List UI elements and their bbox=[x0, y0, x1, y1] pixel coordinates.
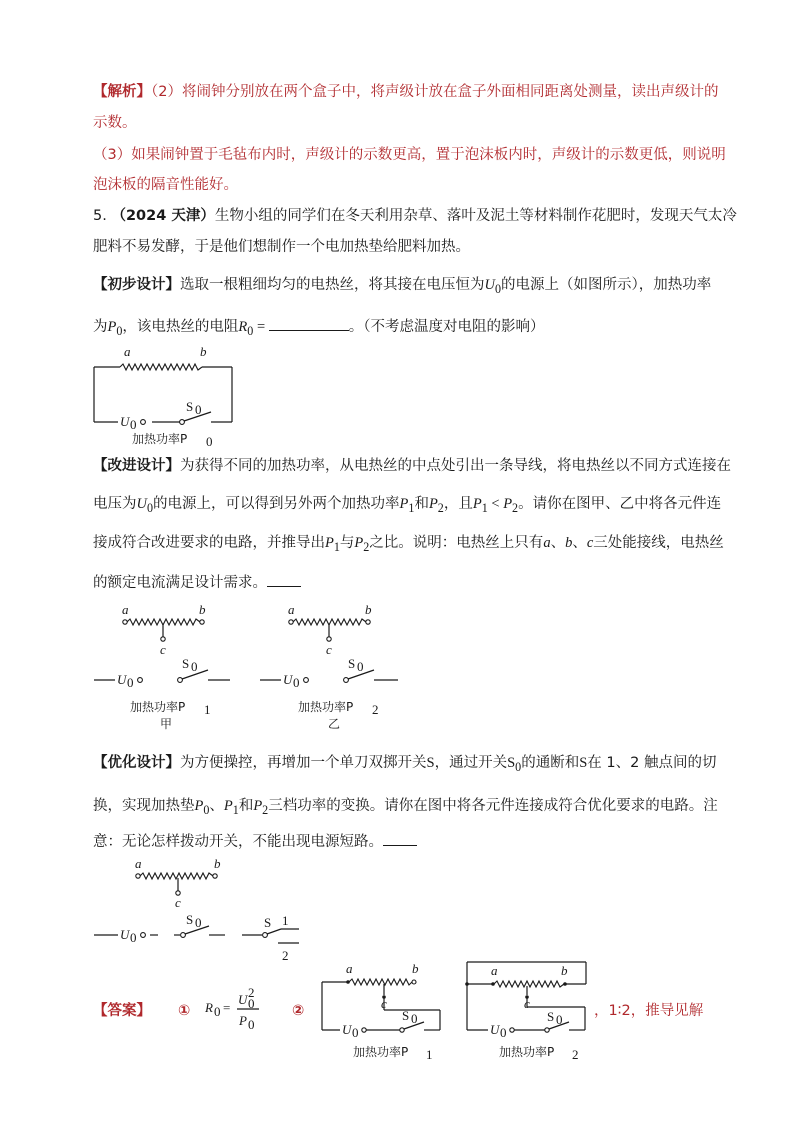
source-terminal bbox=[141, 420, 146, 425]
label-b: b bbox=[214, 856, 221, 871]
terminal-c bbox=[327, 637, 331, 641]
sym-sub: 0 bbox=[116, 323, 123, 338]
formula-eq: = bbox=[223, 1000, 231, 1015]
optimized-circuit-figure bbox=[92, 855, 322, 970]
answer-blank-3[interactable] bbox=[383, 831, 417, 846]
initial-design-line-2 bbox=[93, 316, 545, 341]
optimized-text-1d: 在 1、2 触点间的切 bbox=[587, 755, 717, 771]
sym-sub: 0 bbox=[494, 281, 502, 296]
source-terminal bbox=[138, 678, 143, 683]
initial-circuit-figure bbox=[90, 345, 250, 455]
formula-sub: 0 bbox=[214, 1004, 221, 1019]
formula-u: U bbox=[238, 992, 248, 1007]
sym-sub: 0 bbox=[515, 759, 522, 774]
sym-sep: 、 bbox=[209, 798, 224, 814]
label-a: a bbox=[288, 602, 295, 617]
label-sub: 0 bbox=[357, 659, 364, 674]
sym-sep: 、 bbox=[572, 535, 587, 551]
improved-text-3b: 与 bbox=[339, 535, 355, 551]
label-sub: 0 bbox=[206, 434, 213, 449]
sym-sub: 1 bbox=[481, 500, 488, 515]
sym-c: c bbox=[586, 535, 594, 551]
formula-sub: 0 bbox=[248, 996, 255, 1011]
label-s0: S bbox=[348, 656, 356, 671]
initial-text-e: 。（不考虑温度对电阻的影响） bbox=[348, 319, 545, 335]
answer-blank-1[interactable] bbox=[269, 316, 349, 331]
improved-text-4: 的额定电流满足设计需求。 bbox=[93, 575, 267, 591]
sym-u0: U bbox=[484, 277, 495, 293]
answer-formula bbox=[205, 985, 265, 1036]
caption-yi: 乙 bbox=[328, 717, 341, 731]
initial-text-c: 为 bbox=[93, 319, 108, 335]
terminal-a bbox=[123, 620, 127, 624]
analysis-line-2: 示数。 bbox=[93, 115, 137, 131]
switch-terminal bbox=[178, 678, 183, 683]
label-s: S bbox=[264, 915, 272, 930]
sym-sub: 0 bbox=[247, 323, 254, 338]
circuit-figure-jia bbox=[92, 600, 242, 735]
label-c: c bbox=[381, 996, 387, 1011]
question-stem-line-1 bbox=[93, 206, 737, 226]
label-sub: 0 bbox=[195, 402, 202, 417]
optimized-text-2b: 三档功率的变换。请你在图中将各元件连接成符合优化要求的电路。注 bbox=[268, 798, 718, 814]
sym-p1: P bbox=[223, 798, 233, 814]
label-b: b bbox=[412, 961, 419, 976]
sym-s0: S bbox=[507, 755, 516, 771]
analysis-tag: 【解析】 bbox=[93, 84, 151, 100]
switch-terminal bbox=[344, 678, 349, 683]
label-sub: 0 bbox=[411, 1011, 418, 1026]
heating-wire-resistor bbox=[494, 981, 564, 987]
heating-wire-resistor bbox=[140, 873, 213, 879]
sym-p1: P bbox=[399, 496, 409, 512]
label-b: b bbox=[199, 602, 206, 617]
sym-p1b: P bbox=[472, 496, 482, 512]
label-c: c bbox=[326, 642, 332, 657]
label-sub: 0 bbox=[556, 1012, 563, 1027]
label-s0: S bbox=[182, 656, 190, 671]
formula-sub: 0 bbox=[248, 1017, 255, 1032]
sym-sub: 1 bbox=[333, 539, 340, 554]
optimized-line-2: 换，实现加热垫$P_0$、$P_1$和$P_2$三档功率的变换。请你在图中将各元件连接成符合优化要求的电路。注 bbox=[93, 798, 718, 817]
sym-s: S bbox=[426, 755, 435, 771]
question-number: 5. bbox=[93, 208, 107, 224]
sym-sub: 0 bbox=[203, 802, 210, 817]
label-a: a bbox=[135, 856, 142, 871]
label-b: b bbox=[200, 344, 207, 359]
heating-wire-resistor bbox=[349, 979, 412, 985]
label-s0: S bbox=[547, 1009, 555, 1024]
sym-p0: P bbox=[194, 798, 204, 814]
source-terminal bbox=[141, 933, 146, 938]
optimized-text-2a: 换，实现加热垫 bbox=[93, 798, 195, 814]
label-a: a bbox=[346, 961, 353, 976]
sym-a: a bbox=[543, 535, 551, 551]
sym-sub: 0 bbox=[146, 500, 154, 515]
initial-text-a: 选取一根粗细均匀的电热丝，将其接在电压恒为 bbox=[180, 277, 485, 293]
optimized-line-1 bbox=[93, 753, 716, 777]
sym-sub: 1 bbox=[232, 802, 239, 817]
initial-design-line-1 bbox=[93, 275, 711, 299]
switch-s0-terminal bbox=[181, 933, 186, 938]
sym-sub: 2 bbox=[512, 500, 519, 515]
analysis-line-1 bbox=[93, 82, 718, 102]
improved-text-3a: 接成符合改进要求的电路，并推导出 bbox=[93, 535, 325, 551]
formula-p: P bbox=[239, 1013, 247, 1028]
caption-p2: 加热功率P bbox=[499, 1045, 555, 1059]
label-sub: 0 bbox=[127, 675, 134, 690]
label-contact-1: 1 bbox=[282, 913, 289, 928]
label-s0: S bbox=[186, 399, 194, 414]
label-s0: S bbox=[186, 912, 194, 927]
label-sub: 0 bbox=[130, 930, 137, 945]
label-sub: 1 bbox=[426, 1047, 433, 1062]
improved-text-3c: 之比。说明：电热丝上只有 bbox=[369, 535, 544, 551]
improved-text-3d: 三处能接线，电热丝 bbox=[593, 535, 724, 551]
improved-line-3 bbox=[93, 533, 724, 557]
improved-text-2e: 。请你在图甲、乙中将各元件连 bbox=[518, 496, 722, 512]
answer-blank-2[interactable] bbox=[267, 572, 301, 587]
label-a: a bbox=[491, 963, 498, 978]
label-u0: U bbox=[490, 1022, 500, 1037]
optimized-line-3 bbox=[93, 831, 417, 852]
answer-tag: 【答案】 bbox=[93, 1003, 151, 1019]
caption-p0: 加热功率P bbox=[132, 432, 188, 446]
label-u0: U bbox=[117, 672, 127, 687]
sym-p2b: P bbox=[503, 496, 513, 512]
improved-design-tag: 【改进设计】 bbox=[93, 458, 180, 474]
improved-line-2 bbox=[93, 494, 721, 518]
sym-r0: R bbox=[238, 319, 248, 335]
sym-s-b: S bbox=[579, 755, 588, 771]
sym-b: b bbox=[565, 535, 573, 551]
question-stem: 生物小组的同学们在冬天利用杂草、落叶及泥土等材料制作花肥时，发现天气太冷 bbox=[214, 208, 737, 224]
analysis-text: （2）将闹钟分别放在两个盒子中，将声级计放在盒子外面相同距离处测量，读出声级计的 bbox=[151, 84, 719, 100]
caption-p2: 加热功率P bbox=[298, 700, 354, 714]
label-sub: 0 bbox=[191, 659, 198, 674]
label-c: c bbox=[524, 996, 530, 1011]
label-u0: U bbox=[342, 1022, 352, 1037]
terminal-b bbox=[366, 620, 370, 624]
label-u0: U bbox=[283, 672, 293, 687]
optimized-text-1a: 为方便操控，再增加一个单刀双掷开关 bbox=[180, 755, 427, 771]
improved-text-2d: ，且 bbox=[443, 496, 473, 512]
caption-p1: 加热功率P bbox=[353, 1045, 409, 1059]
answer-ratio: ，1∶2，推导见解 bbox=[594, 1003, 704, 1019]
sym-sub: 2 bbox=[262, 802, 269, 817]
sym-sub: 2 bbox=[363, 539, 370, 554]
improved-text-1: 为获得不同的加热功率，从电热丝的中点处引出一条导线，将电热丝以不同方式连接在 bbox=[180, 458, 731, 474]
caption-jia: 甲 bbox=[160, 717, 173, 731]
label-contact-2: 2 bbox=[282, 948, 289, 963]
sym-p2: P bbox=[428, 496, 438, 512]
sym-p1c: P bbox=[325, 535, 334, 551]
terminal-a bbox=[136, 874, 140, 878]
optimized-text-3: 意：无论怎样拨动开关，不能出现电源短路。 bbox=[93, 834, 383, 850]
sym-sub: 2 bbox=[437, 500, 444, 515]
label-u0: U bbox=[120, 927, 130, 942]
formula-sup: 2 bbox=[248, 985, 255, 1000]
initial-text-b: 的电源上（如图所示），加热功率 bbox=[501, 277, 712, 293]
switch-s-terminal bbox=[263, 933, 268, 938]
circuit-figure-yi bbox=[258, 600, 408, 735]
analysis-line-3: （3）如果闹钟置于毛毡布内时，声级计的示数更高，置于泡沫板内时，声级计的示数更低，则说明 bbox=[93, 147, 726, 163]
label-sub: 0 bbox=[352, 1025, 359, 1040]
label-b: b bbox=[561, 963, 568, 978]
improved-text-2c: 和 bbox=[414, 496, 429, 512]
initial-design-tag: 【初步设计】 bbox=[93, 277, 180, 293]
sym-p2c: P bbox=[354, 535, 364, 551]
initial-text-d: ，该电热丝的电阻 bbox=[122, 319, 239, 335]
terminal-b bbox=[213, 874, 217, 878]
source-terminal bbox=[304, 678, 309, 683]
improved-line-4 bbox=[93, 572, 301, 593]
label-sub: 0 bbox=[293, 675, 300, 690]
caption-p1: 加热功率P bbox=[130, 700, 186, 714]
sym-sub: 1 bbox=[408, 500, 415, 515]
terminal-c bbox=[161, 637, 165, 641]
question-source: （2024 天津） bbox=[111, 208, 215, 224]
improved-text-2a: 电压为 bbox=[93, 496, 137, 512]
label-b: b bbox=[365, 602, 372, 617]
sym-u0: U bbox=[136, 496, 147, 512]
label-a: a bbox=[124, 344, 131, 359]
sym-p0: P bbox=[107, 319, 117, 335]
sym-p2: P bbox=[253, 798, 263, 814]
optimized-design-tag: 【优化设计】 bbox=[93, 755, 180, 771]
formula-r: R bbox=[205, 1000, 213, 1015]
improved-text-2b: 的电源上，可以得到另外两个加热功率 bbox=[153, 496, 400, 512]
optimized-text-1c: 的通断和 bbox=[521, 755, 580, 771]
terminal-b bbox=[200, 620, 204, 624]
label-sub: 2 bbox=[372, 702, 379, 717]
optimized-text-1b: ，通过开关 bbox=[434, 755, 508, 771]
label-sub: 0 bbox=[130, 417, 137, 432]
label-a: a bbox=[122, 602, 129, 617]
label-s0: S bbox=[402, 1008, 410, 1023]
answer-line bbox=[93, 1001, 151, 1021]
answer-circuit-p1 bbox=[318, 962, 448, 1067]
label-sub: 0 bbox=[500, 1025, 507, 1040]
heating-wire-resistor bbox=[120, 364, 202, 370]
label-sub: 1 bbox=[204, 702, 211, 717]
label-c: c bbox=[175, 895, 181, 910]
label-sub: 2 bbox=[572, 1047, 579, 1062]
label-u0: U bbox=[120, 414, 130, 429]
terminal-a bbox=[289, 620, 293, 624]
label-sub: 0 bbox=[195, 915, 202, 930]
sym-sep: 、 bbox=[550, 535, 566, 551]
switch-terminal bbox=[180, 420, 185, 425]
analysis-line-4: 泡沫板的隔音性能好。 bbox=[93, 177, 238, 193]
answer-circle-1: ① bbox=[178, 1003, 191, 1019]
improved-line-1 bbox=[93, 456, 731, 476]
answer-circuit-p2 bbox=[463, 957, 593, 1067]
sym-lt: < bbox=[487, 496, 504, 512]
answer-circle-2: ② bbox=[292, 1003, 305, 1019]
question-stem-line-2: 肥料不易发酵，于是他们想制作一个电加热垫给肥料加热。 bbox=[93, 239, 470, 255]
sym-eq: = bbox=[253, 319, 269, 335]
label-c: c bbox=[160, 642, 166, 657]
